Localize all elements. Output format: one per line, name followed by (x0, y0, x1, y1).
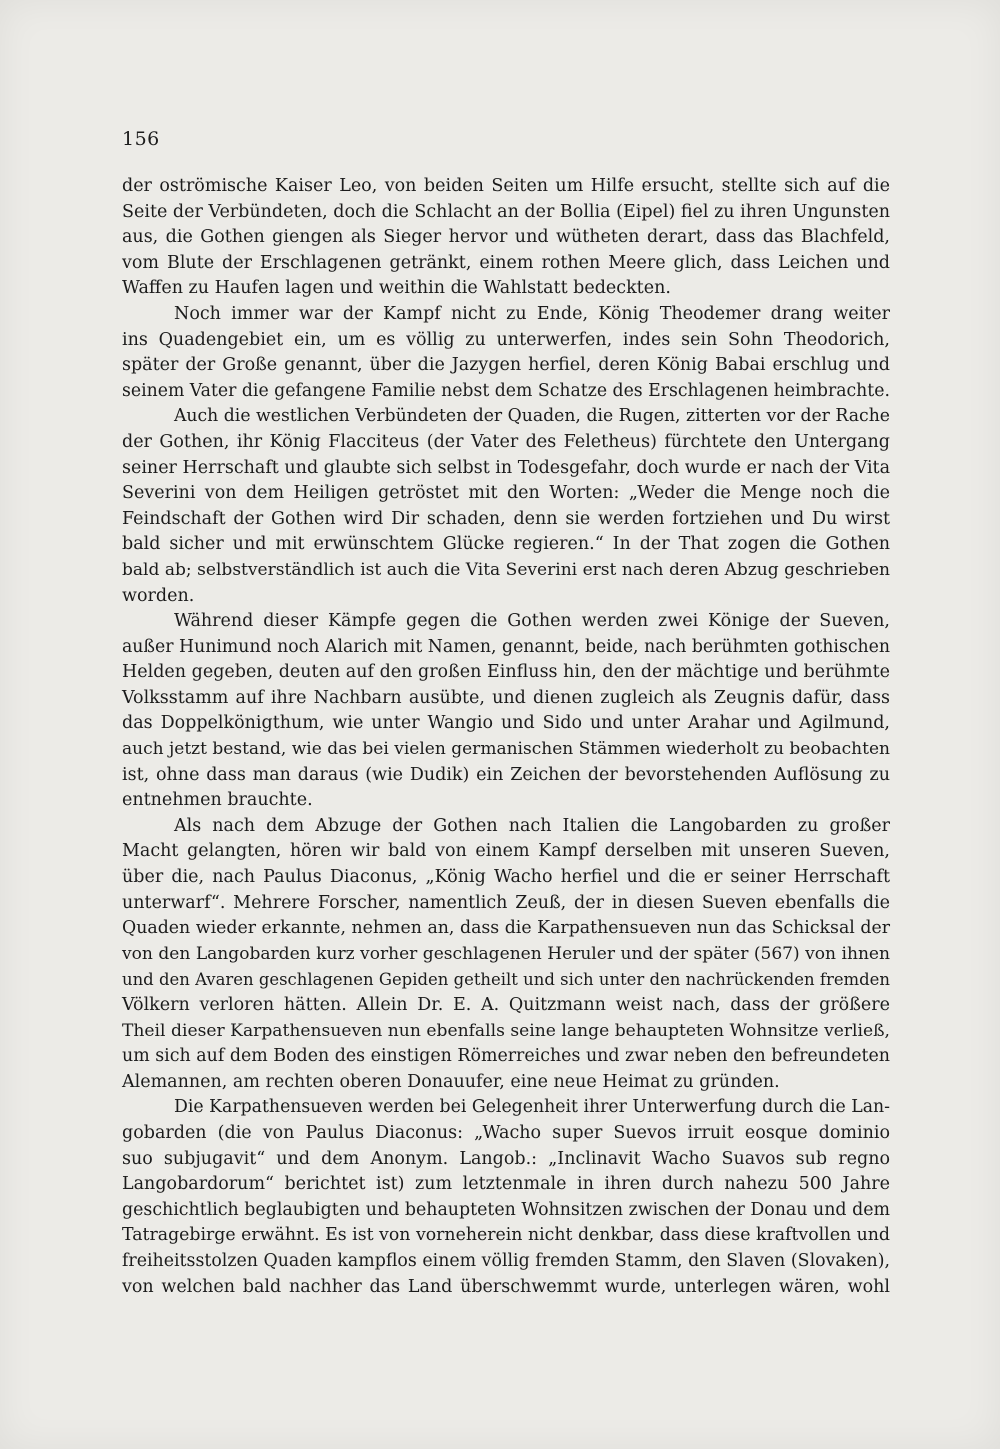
text-line: Theil dieser Karpathensueven nun ebenfalls seine lange behaupteten Wohnsitze verließ, (122, 1020, 890, 1041)
text-line: über die, nach Paulus Diaconus, „König Wacho herfiel und die er seiner Herrschaft (122, 867, 890, 888)
text-line: aus, die Gothen giengen als Sieger hervor und wütheten derart, dass das Blachfeld, (122, 227, 890, 248)
body-text (122, 174, 890, 1300)
text-line: seinem Vater die gefangene Familie nebst dem Schatze des Erschlagenen heimbrachte. (122, 380, 890, 401)
text-line: freiheitsstolzen Quaden kampflos einem völlig fremden Stamm, den Slaven (Slovaken), (122, 1250, 890, 1271)
text-line: Helden gegeben, deuten auf den großen Einfluss hin, den der mächtige und berühmte (122, 662, 890, 683)
text-line: seiner Herrschaft und glaubte sich selbst in Todesgefahr, doch wurde er nach der Vita (122, 457, 891, 478)
text-line: später der Große genannt, über die Jazygen herfiel, deren König Babai erschlug und (122, 355, 890, 376)
text-line: um sich auf dem Boden des einstigen Römerreiches und zwar neben den befreundeten (122, 1046, 890, 1067)
text-line: Noch immer war der Kampf nicht zu Ende, König Theodemer drang weiter (174, 303, 890, 324)
text-line: ins Quadengebiet ein, um es völlig zu unterwerfen, indes sein Sohn Theodorich, (122, 329, 890, 350)
text-line: Quaden wieder erkannte, nehmen an, dass die Karpathensueven nun das Schicksal der (122, 918, 890, 939)
text-line: von den Langobarden kurz vorher geschlagenen Heruler und der später (567) von ihnen (122, 943, 890, 964)
text-line: geschichtlich beglaubigten und behaupteten Wohnsitzen zwischen der Donau und dem (122, 1199, 890, 1220)
text-line: gobarden (die von Paulus Diaconus: „Wacho super Suevos irruit eosque dominio (122, 1122, 890, 1143)
text-line: bald sicher und mit erwünschtem Glücke regieren.“ In der That zogen die Gothen (122, 534, 890, 555)
text-line: ist, ohne dass man daraus (wie Dudik) ein Zeichen der bevorstehenden Auflösung zu (122, 764, 890, 785)
text-line: unterwarf“. Mehrere Forscher, namentlich Zeuß, der in diesen Sueven ebenfalls die (122, 892, 890, 913)
text-line: der oströmische Kaiser Leo, von beiden Seiten um Hilfe ersucht, stellte sich auf die (122, 176, 890, 196)
text-line: und den Avaren geschlagenen Gepiden getheilt und sich unter den nachrückenden fremden (122, 970, 890, 990)
text-line: Seite der Verbündeten, doch die Schlacht an der Bollia (Eipel) fiel zu ihren Ungunsten (122, 201, 890, 222)
text-line: worden. (122, 585, 195, 606)
text-line: Waffen zu Haufen lagen und weithin die Wahlstatt bedeckten. (122, 278, 671, 299)
text-line: bald ab; selbstverständlich ist auch die Vita Severini erst nach deren Abzug geschrieben (122, 559, 890, 580)
text-line: Als nach dem Abzuge der Gothen nach Italien die Langobarden zu großer (174, 815, 890, 836)
text-line: Langobardorum“ berichtet ist) zum letztenmale in ihren durch nahezu 500 Jahre (122, 1174, 890, 1195)
text-line: Tatragebirge erwähnt. Es ist von vorneherein nicht denkbar, dass diese kraftvollen und (122, 1225, 890, 1246)
text-line: der Gothen, ihr König Flacciteus (der Vater des Feletheus) fürchtete den Untergang (122, 431, 890, 452)
text-line: von welchen bald nachher das Land überschwemmt wurde, unterlegen wären, wohl (122, 1276, 890, 1297)
text-line: auch jetzt bestand, wie das bei vielen germanischen Stämmen wiederholt zu beobachten (122, 739, 890, 760)
text-line: Alemannen, am rechten oberen Donauufer, eine neue Heimat zu gründen. (122, 1071, 780, 1092)
text-line: vom Blute der Erschlagenen getränkt, einem rothen Meere glich, dass Leichen und (122, 252, 890, 273)
text-line: entnehmen brauchte. (122, 790, 313, 811)
text-line: Feindschaft der Gothen wird Dir schaden, denn sie werden fortziehen und Du wirst (122, 508, 890, 529)
text-line: Völkern verloren hätten. Allein Dr. E. A. Quitzmann weist nach, dass der größere (122, 995, 890, 1015)
text-line: suo subjugavit“ und dem Anonym. Langob.: „Inclinavit Wacho Suavos sub regno (122, 1148, 890, 1169)
text-line: Die Karpathensueven werden bei Gelegenheit ihrer Unterwerfung durch die Lan- (174, 1097, 890, 1118)
text-line: Während dieser Kämpfe gegen die Gothen werden zwei Könige der Sueven, (174, 611, 890, 632)
text-line: Auch die westlichen Verbündeten der Quaden, die Rugen, zitterten vor der Rache (174, 406, 890, 427)
page-number: 156 (122, 128, 160, 150)
text-line: Macht gelangten, hören wir bald von einem Kampf derselben mit unseren Sueven, (122, 841, 890, 862)
text-line: das Doppelkönigthum, wie unter Wangio und Sido und unter Arahar und Agilmund, (122, 713, 890, 734)
text-line: außer Hunimund noch Alarich mit Namen, genannt, beide, nach berühmten gothischen (122, 636, 890, 657)
text-line: Severini von dem Heiligen getröstet mit den Worten: „Weder die Menge noch die (122, 483, 890, 504)
text-line: Volksstamm auf ihre Nachbarn ausübte, und dienen zugleich als Zeugnis dafür, dass (122, 687, 890, 708)
